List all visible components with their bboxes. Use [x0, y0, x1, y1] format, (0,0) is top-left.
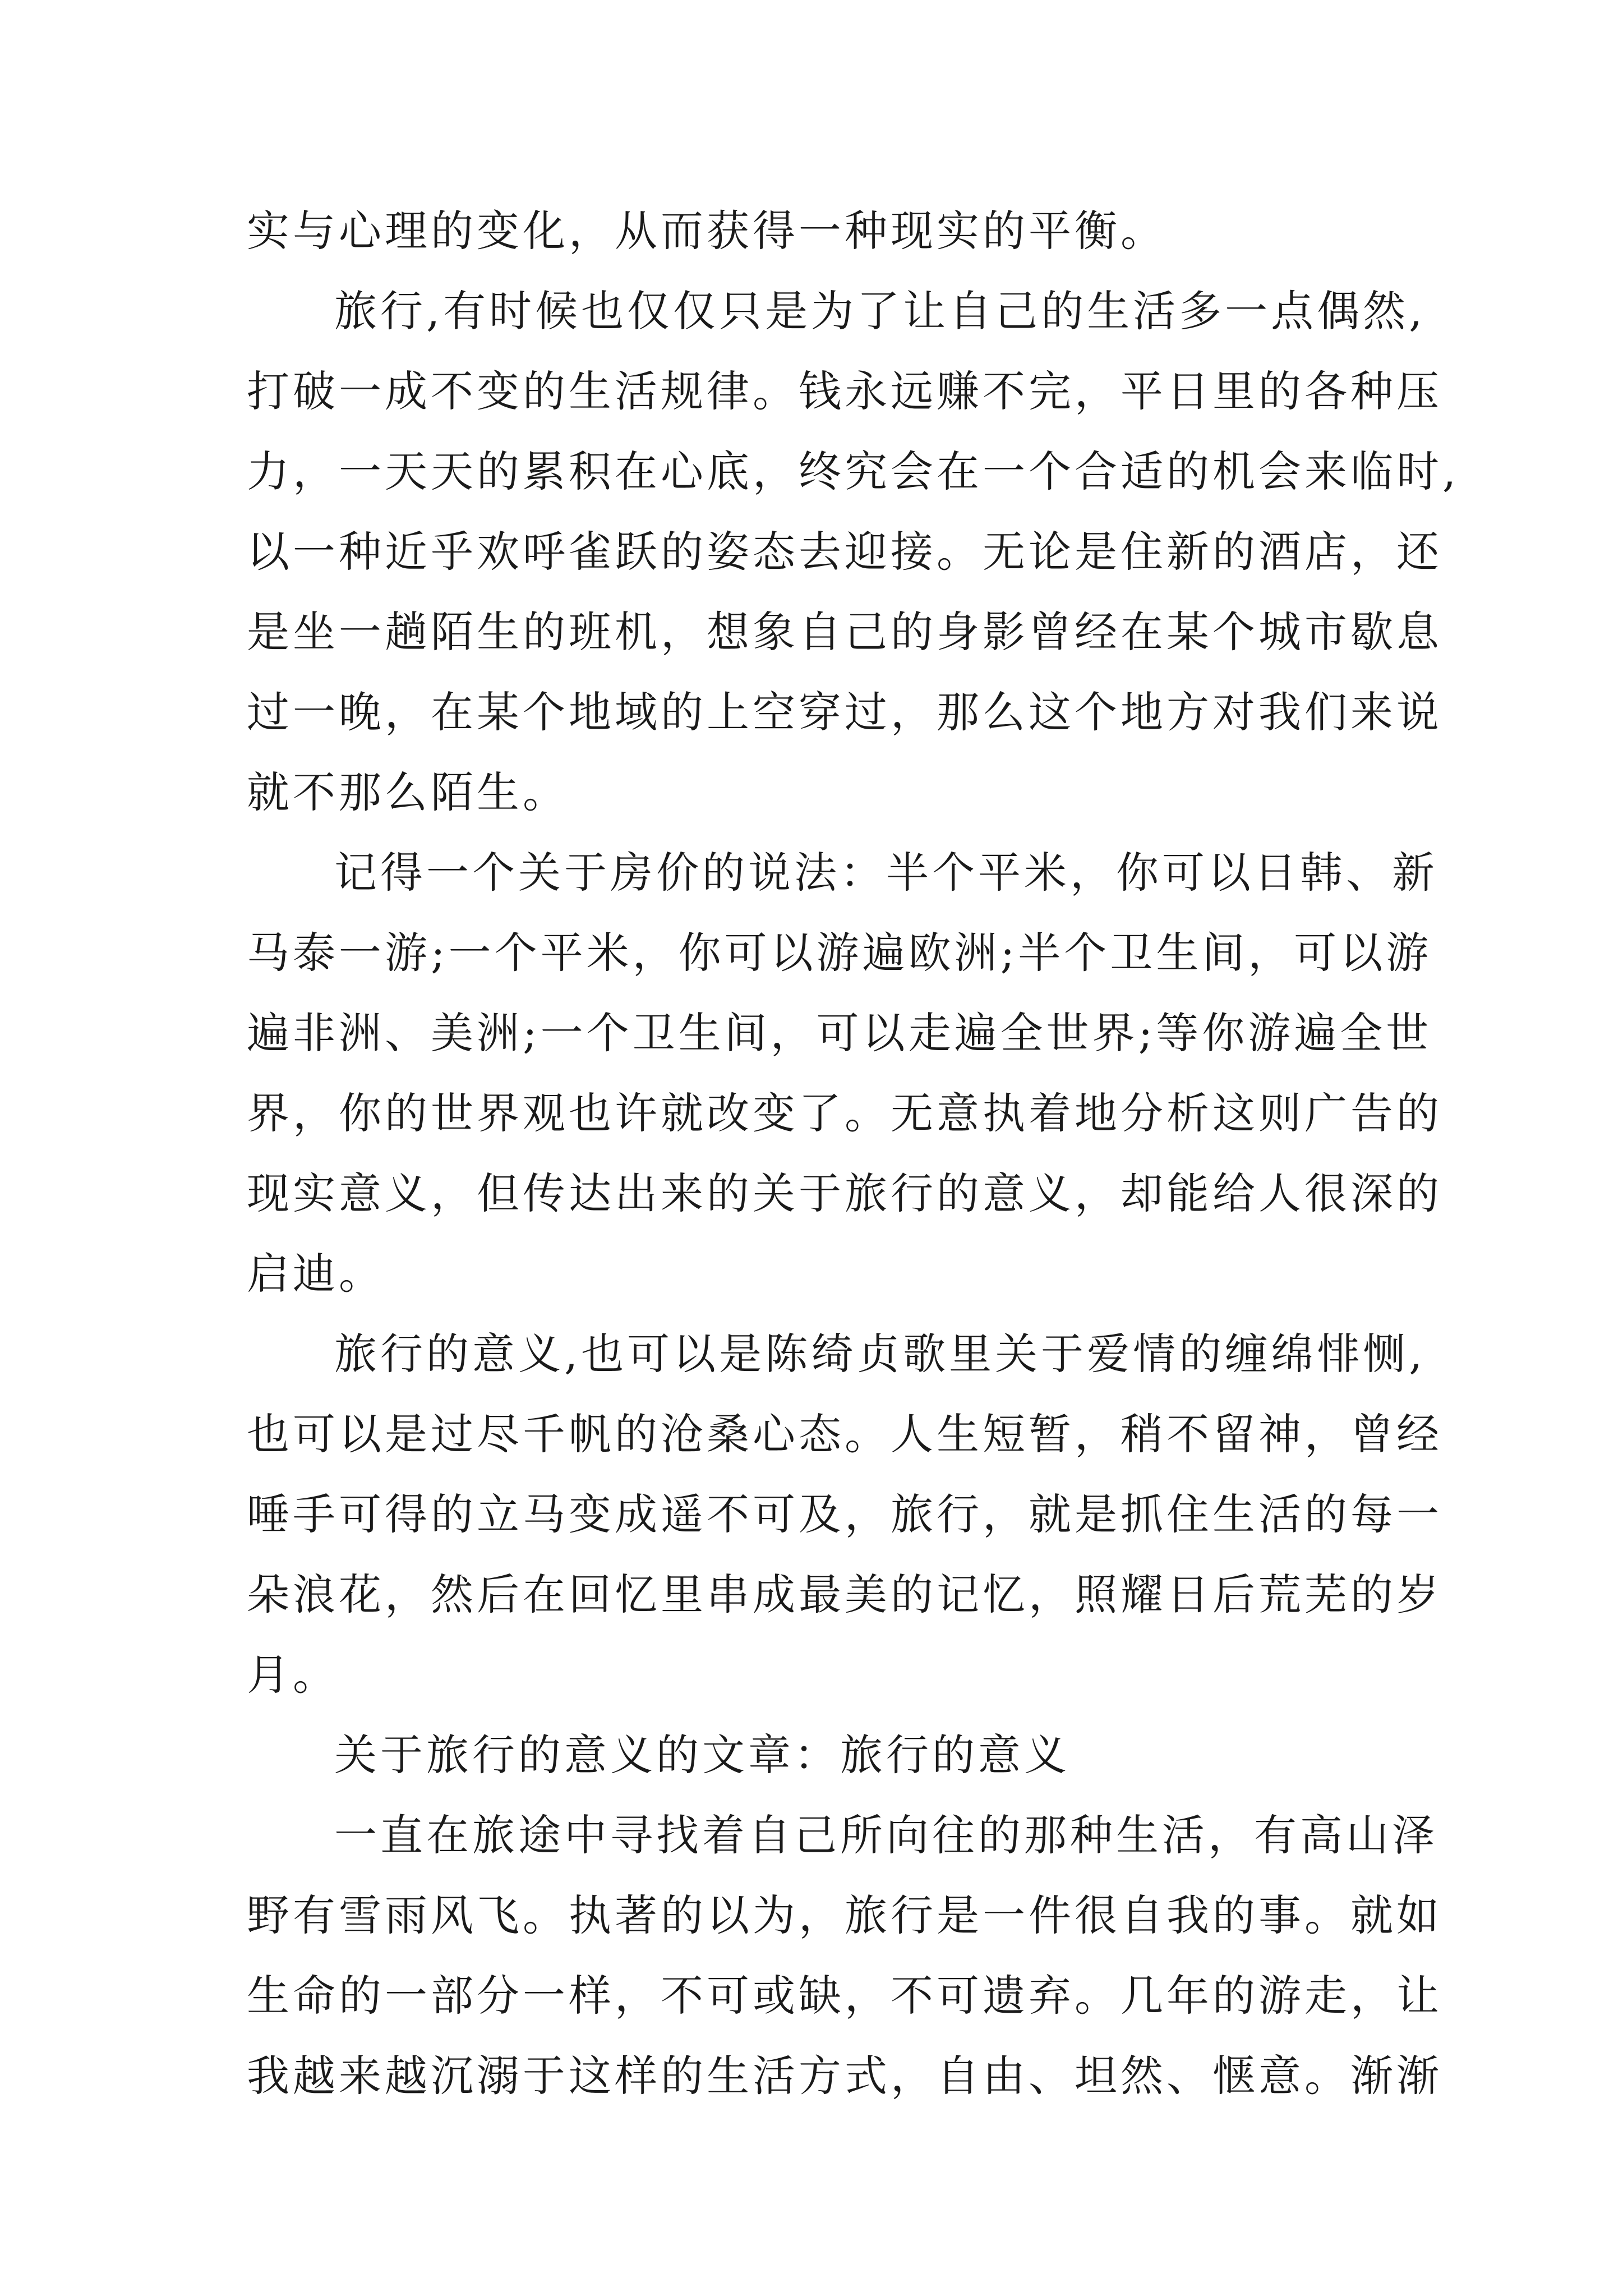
text-line: 月。: [247, 1650, 339, 1700]
text-line: 启迪。: [247, 1249, 385, 1299]
text-line: 以一种近乎欢呼雀跃的姿态去迎接。无论是住新的酒店，还: [247, 527, 1442, 577]
text-line: 打破一成不变的生活规律。钱永远赚不完，平日里的各种压: [247, 366, 1442, 416]
text-line: 力，一天天的累积在心底，终究会在一个合适的机会来临时,: [247, 447, 1460, 496]
text-line: 界，你的世界观也许就改变了。无意执着地分析这则广告的: [247, 1088, 1442, 1138]
text-line: 遍非洲、美洲;一个卫生间，可以走遍全世界;等你游遍全世: [247, 1008, 1432, 1058]
section-heading: 关于旅行的意义的文章：旅行的意义: [334, 1730, 1070, 1780]
text-line: 野有雪雨风飞。执著的以为，旅行是一件很自我的事。就如: [247, 1890, 1442, 1940]
text-line: 记得一个关于房价的说法：半个平米，你可以日韩、新: [334, 848, 1438, 898]
text-line: 生命的一部分一样，不可或缺，不可遗弃。几年的游走，让: [247, 1971, 1442, 2021]
text-line: 是坐一趟陌生的班机，想象自己的身影曾经在某个城市歇息: [247, 607, 1442, 657]
text-line: 也可以是过尽千帆的沧桑心态。人生短暂，稍不留神，曾经: [247, 1409, 1442, 1459]
text-line: 现实意义，但传达出来的关于旅行的意义，却能给人很深的: [247, 1168, 1442, 1218]
text-line: 朵浪花，然后在回忆里串成最美的记忆，照耀日后荒芜的岁: [247, 1570, 1442, 1619]
text-line: 过一晚，在某个地域的上空穿过，那么这个地方对我们来说: [247, 687, 1442, 737]
text-line: 实与心理的变化，从而获得一种现实的平衡。: [247, 206, 1166, 256]
text-line: 我越来越沉溺于这样的生活方式，自由、坦然、惬意。渐渐: [247, 2051, 1442, 2101]
text-line: 马泰一游;一个平米，你可以游遍欧洲;半个卫生间，可以游: [247, 928, 1432, 978]
text-line: 旅行,有时候也仅仅只是为了让自己的生活多一点偶然,: [334, 286, 1426, 336]
text-line: 就不那么陌生。: [247, 767, 569, 817]
text-line: 一直在旅途中寻找着自己所向往的那种生活，有高山泽: [334, 1810, 1438, 1860]
text-line: 旅行的意义,也可以是陈绮贞歌里关于爱情的缠绵悱恻,: [334, 1329, 1426, 1379]
text-line: 唾手可得的立马变成遥不可及，旅行，就是抓住生活的每一: [247, 1489, 1442, 1539]
body-text: [247, 191, 1460, 2116]
